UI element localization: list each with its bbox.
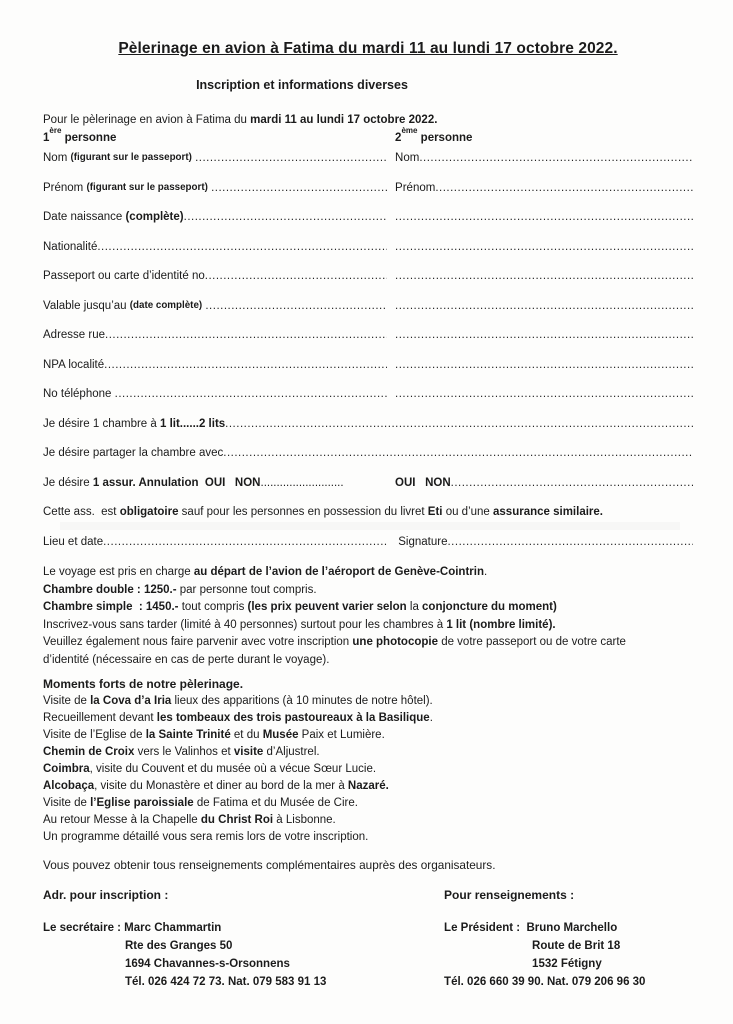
text-run: Chambre simple : 1450.-	[43, 601, 179, 613]
dotted-leader	[395, 328, 693, 342]
dotted-leader	[115, 387, 387, 401]
text-run: .	[429, 712, 433, 724]
text-run: Alcobaça	[43, 780, 95, 792]
text-run: Un programme détaillé vous sera remis lors de votre inscription.	[43, 831, 369, 843]
text-run: No téléphone	[43, 388, 115, 400]
form-row	[43, 417, 693, 431]
form-row	[43, 358, 693, 372]
text-run: d’Aljustrel.	[263, 746, 320, 758]
text-run: Musée	[262, 729, 299, 741]
info-line	[43, 652, 693, 670]
dotted-leader	[184, 210, 387, 224]
text-run: personne	[417, 132, 473, 144]
moment-line	[43, 693, 693, 710]
text-run: Nom	[395, 152, 420, 164]
text-run: du Christ Roi	[200, 814, 274, 826]
text-run: Je désire partager la chambre avec	[43, 447, 224, 459]
text-run: 1 assur. Annulation OUI NON	[92, 476, 261, 489]
contact-line: Route de Brit 18	[532, 940, 621, 952]
moment-line	[43, 795, 693, 812]
form-field-right	[392, 358, 693, 372]
text-run: conjoncture du moment)	[422, 601, 557, 613]
dotted-leader	[447, 535, 693, 549]
contact-renseignements-lines	[444, 919, 693, 991]
text-run: obligatoire	[119, 506, 179, 518]
text-run: Pour le pèlerinage en avion à Fatima du	[43, 114, 251, 126]
text-run: Passeport ou carte d’identité no	[43, 270, 205, 282]
form-field-right	[392, 328, 693, 342]
info-line	[43, 564, 693, 582]
intro-line	[43, 113, 693, 128]
text-run: Visite de l’Eglise de	[43, 729, 146, 741]
contact-line: Tél. 026 424 72 73. Nat. 079 583 91 13	[125, 976, 327, 988]
text-run: de Fatima et du Musée de Cire.	[193, 797, 358, 809]
form-row	[43, 328, 693, 342]
form-row	[43, 240, 693, 254]
moment-line	[43, 710, 693, 727]
form-field	[43, 505, 693, 519]
text-run: 1	[43, 132, 50, 144]
text-run: la Sainte Trinité	[145, 729, 231, 741]
text-run: (figurant sur le passeport)	[86, 181, 208, 193]
moment-line	[43, 744, 693, 761]
text-run: Coimbra	[43, 763, 90, 775]
text-run: Eti	[427, 506, 443, 518]
text-run: Au retour Messe à la Chapelle	[43, 814, 201, 826]
form-field-left	[43, 240, 392, 254]
text-run: Lieu et date	[43, 535, 104, 548]
text-run: à Lisbonne.	[273, 814, 336, 826]
text-run: Chambre double : 1250.-	[43, 583, 177, 596]
form-field	[43, 446, 693, 460]
form-field-left	[43, 269, 392, 283]
text-run: ère	[49, 126, 62, 135]
contact-inscription-block	[43, 888, 444, 991]
dotted-leader	[205, 269, 387, 283]
text-run: personne	[61, 132, 117, 144]
contact-inscription-lines	[43, 919, 444, 991]
trip-info-paragraph	[43, 564, 693, 669]
text-run: Cette ass. est	[43, 506, 120, 518]
text-run: et du	[230, 729, 263, 741]
text-run: la Cova d’a Iria	[90, 695, 172, 707]
form-field-right	[392, 269, 693, 283]
text-run: tout compris	[178, 601, 248, 613]
text-run: Date naissance	[43, 211, 126, 223]
contact-renseignements-heading: Pour renseignements :	[444, 888, 575, 902]
text-run: (date complète)	[129, 299, 203, 311]
text-run: les tombeaux des trois pastoureaux à la Basilique	[156, 712, 430, 724]
info-line	[43, 617, 693, 635]
text-run: Le voyage est pris en charge	[43, 566, 194, 578]
form-row	[43, 387, 693, 401]
form-field-left	[43, 151, 392, 165]
form-field-right	[392, 535, 693, 549]
dotted-leader	[419, 151, 693, 165]
text-run: Prénom	[395, 181, 436, 194]
form-row	[43, 126, 693, 145]
form-row	[43, 181, 693, 195]
text-run: lieux des apparitions (à 10 minutes de notre hôtel).	[171, 695, 433, 707]
text-run: Je désire	[43, 476, 93, 489]
form-row	[43, 210, 693, 224]
form-field-right	[392, 151, 693, 165]
text-run: (complète)	[125, 211, 184, 223]
form-field-right	[392, 476, 693, 490]
info-line	[43, 599, 693, 617]
form-field-left	[43, 126, 392, 145]
text-run: (les prix peuvent varier selon	[247, 601, 407, 613]
moment-line	[43, 812, 693, 829]
dotted-leader	[223, 446, 693, 460]
text-run: assurance similaire.	[493, 506, 603, 518]
dotted-leader	[97, 240, 387, 254]
contact-line: 1694 Chavannes-s-Orsonnens	[125, 958, 290, 970]
moment-line	[43, 829, 693, 846]
text-run: Adresse rue	[43, 329, 106, 341]
form-field-left	[43, 210, 392, 224]
form-field-right	[392, 299, 693, 313]
dotted-leader	[105, 328, 387, 342]
text-run: Chemin de Croix	[43, 746, 135, 758]
contact-line: Rte des Granges 50	[125, 940, 233, 952]
contact-line: Tél. 026 660 39 90. Nat. 079 206 96 30	[444, 976, 646, 988]
text-run: la	[406, 601, 423, 613]
text-run: 1 lit......2 lits	[159, 417, 226, 430]
moment-line	[43, 727, 693, 744]
form-field-right	[392, 240, 693, 254]
form-field	[43, 417, 693, 431]
form-row	[43, 446, 693, 460]
text-run: d’identité (nécessaire en cas de perte durant le voyage).	[43, 653, 330, 666]
text-run: .	[484, 566, 488, 578]
text-run: vers le Valinhos et	[134, 746, 234, 758]
form-field-left	[43, 358, 392, 372]
text-run: une photocopie	[352, 636, 438, 648]
text-run: par personne tout compris.	[176, 583, 317, 596]
dotted-leader	[103, 535, 387, 549]
form-field-right	[392, 126, 693, 145]
text-run: Paix et Lumière.	[298, 729, 385, 741]
form-row	[43, 299, 693, 313]
form-row	[43, 505, 693, 519]
info-line	[43, 582, 693, 600]
dotted-leader	[395, 387, 693, 401]
dotted-leader	[225, 417, 693, 431]
text-run: , visite du Monastère et diner au bord de la mer à	[94, 780, 348, 792]
closing-line	[43, 858, 693, 873]
moments-list	[43, 693, 693, 846]
dotted-leader	[195, 151, 387, 165]
form-row	[43, 476, 693, 490]
text-run: ..........................	[260, 476, 344, 489]
form-row	[43, 535, 693, 549]
text-run: ou d’une	[442, 506, 494, 518]
dotted-leader	[395, 358, 693, 372]
text-run: mardi 11 au lundi 17 octobre 2022.	[250, 114, 438, 126]
dotted-leader	[395, 210, 693, 224]
text-run: l’Eglise paroissiale	[90, 797, 194, 809]
form-row	[43, 269, 693, 283]
form-field-left	[43, 476, 392, 490]
moments-heading: Moments forts de notre pèlerinage.	[43, 677, 244, 691]
contact-inscription-heading: Adr. pour inscription :	[43, 888, 169, 902]
form-field-left	[43, 535, 392, 549]
text-run: Inscrivez-vous sans tarder (limité à 40 personnes) surtout pour les chambres à	[43, 618, 447, 631]
moment-line	[43, 778, 693, 795]
text-run: Nazaré.	[347, 780, 389, 792]
text-run: au départ de l’avion de l’aéroport de Genève-Cointrin	[193, 566, 484, 578]
text-run: Signature	[395, 535, 448, 548]
form-field-right	[392, 387, 693, 401]
text-run: de votre passeport ou de votre carte	[438, 636, 626, 648]
form-field-left	[43, 387, 392, 401]
text-run: NPA localité	[43, 358, 105, 371]
form-field-left	[43, 299, 392, 313]
dotted-leader	[451, 476, 693, 490]
text-run: 1 lit (nombre limité).	[446, 618, 556, 631]
moments-section	[43, 676, 693, 846]
text-run: Recueillement devant	[43, 712, 157, 724]
dotted-leader	[211, 181, 387, 195]
text-run: Nationalité	[43, 240, 98, 253]
text-run: 2	[395, 132, 402, 144]
text-run: Veuillez également nous faire parvenir avec votre inscription	[43, 636, 353, 648]
text-run: Nom	[43, 152, 71, 164]
form-field-left	[43, 328, 392, 342]
text-run: OUI NON	[395, 476, 451, 489]
text-run: sauf pour les personnes en possession du livret	[178, 506, 428, 518]
text-run: , visite du Couvent et du musée où a vécue Sœur Lucie.	[89, 763, 377, 775]
text-run: Prénom	[43, 181, 87, 194]
dotted-leader	[435, 181, 693, 195]
form-field-right	[392, 210, 693, 224]
contact-line: 1532 Fétigny	[532, 958, 602, 970]
text-run: Vous pouvez obtenir tous renseignements complémentaires auprès des organisateurs.	[43, 858, 496, 872]
dotted-leader	[395, 240, 693, 254]
dotted-leader	[395, 299, 693, 313]
text-run: (figurant sur le passeport)	[70, 152, 192, 163]
dotted-leader	[205, 299, 387, 313]
contact-line: Le secrétaire : Marc Chammartin	[43, 922, 222, 934]
document-title: Pèlerinage en avion à Fatima du mardi 11 au lundi 17 octobre 2022.	[118, 40, 618, 57]
contacts-section	[43, 888, 693, 991]
contact-renseignements-block	[444, 888, 693, 991]
dotted-leader	[104, 358, 387, 372]
text-run: ème	[401, 126, 418, 135]
form-row	[43, 151, 693, 165]
moment-line	[43, 761, 693, 778]
contact-line: Le Président : Bruno Marchello	[444, 922, 618, 934]
text-run: visite	[233, 746, 264, 758]
text-run: Visite de	[43, 695, 91, 707]
registration-form	[43, 126, 693, 549]
text-run: Visite de	[43, 797, 91, 809]
info-line	[43, 634, 693, 652]
form-field-right	[392, 181, 693, 195]
document-subtitle: Inscription et informations diverses	[196, 78, 408, 92]
dotted-leader	[395, 269, 693, 283]
text-run: Valable jusqu’au	[43, 299, 130, 312]
text-run: Je désire 1 chambre à	[43, 417, 160, 430]
form-field-left	[43, 181, 392, 195]
